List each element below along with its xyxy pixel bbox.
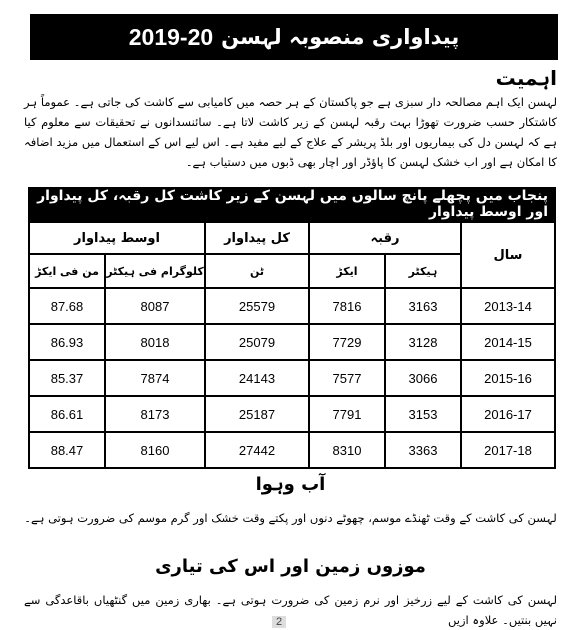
table-row bbox=[29, 360, 555, 396]
header-avg-production: اوسط پیداوار bbox=[29, 222, 205, 254]
table-header-row bbox=[29, 222, 555, 254]
table-row bbox=[29, 288, 555, 324]
cell-kg-ha: 8018 bbox=[105, 324, 205, 360]
table-caption: پنجاب میں پچھلے پانچ سالوں میں لہسن کے زیر کاشت کل رقبہ، کل پیداوار اور اوسط پیداوار bbox=[28, 187, 556, 221]
climate-paragraph: لہسن کی کاشت کے وقت ٹھنڈے موسم، چھوٹے دنوں اور پکتے وقت خشک اور گرم موسم کی ضرورت ہوتی ہے۔ bbox=[24, 511, 557, 525]
cell-ton: 24143 bbox=[205, 360, 309, 396]
cell-kg-ha: 8160 bbox=[105, 432, 205, 468]
header-maund-per-acre: من فی ایکڑ bbox=[29, 254, 105, 288]
cell-maund-acre: 87.68 bbox=[29, 288, 105, 324]
cell-maund-acre: 88.47 bbox=[29, 432, 105, 468]
header-ton: ٹن bbox=[205, 254, 309, 288]
header-hectare: ہیکٹر bbox=[385, 254, 461, 288]
cell-kg-ha: 7874 bbox=[105, 360, 205, 396]
cell-hectare: 3163 bbox=[385, 288, 461, 324]
cell-maund-acre: 86.93 bbox=[29, 324, 105, 360]
importance-heading: اہمیت bbox=[495, 66, 557, 90]
cell-hectare: 3128 bbox=[385, 324, 461, 360]
cell-year: 2015-16 bbox=[461, 360, 555, 396]
land-heading: موزوں زمین اور اس کی تیاری bbox=[155, 556, 426, 577]
cell-acre: 7577 bbox=[309, 360, 385, 396]
table-row bbox=[29, 324, 555, 360]
climate-heading: آب وہوا bbox=[255, 474, 326, 495]
title-year: 2019-20 bbox=[128, 23, 214, 50]
cell-acre: 7729 bbox=[309, 324, 385, 360]
cell-kg-ha: 8087 bbox=[105, 288, 205, 324]
cell-year: 2016-17 bbox=[461, 396, 555, 432]
header-acre: ایکڑ bbox=[309, 254, 385, 288]
header-year: سال bbox=[461, 222, 555, 288]
production-table bbox=[28, 221, 556, 469]
cell-hectare: 3066 bbox=[385, 360, 461, 396]
cell-year: 2017-18 bbox=[461, 432, 555, 468]
importance-paragraph: لہسن ایک اہم مصالحہ دار سبزی ہے جو پاکستان کے ہر حصہ میں کامیابی سے کاشت کی جاتی ہے۔ عموماً ہر کاشتکار حسب ضرورت تھوڑا بہت رقبہ لہسن کے زیر کاشت لاتا ہے۔ سائنسدانوں نے تحقیقات سے معلوم کیا ہے کہ لہسن دل کی بیماریوں اور بلڈ پریشر کے علاج کے لیے مفید ہے۔ اس لیے اس کے استعمال میں مزید اضافہ کا امکان ہے اور اب خشک لہسن کا پاؤڈر اور اچار بھی ڈبوں میں دستیاب ہے۔ bbox=[24, 95, 557, 169]
page-number: 2 bbox=[272, 616, 286, 628]
header-kg-per-hectare: کلوگرام فی ہیکٹر bbox=[105, 254, 205, 288]
cell-ton: 25187 bbox=[205, 396, 309, 432]
cell-year: 2014-15 bbox=[461, 324, 555, 360]
table-row bbox=[29, 432, 555, 468]
cell-maund-acre: 85.37 bbox=[29, 360, 105, 396]
land-paragraph: لہسن کی کاشت کے لیے زرخیز اور نرم زمین کی ضرورت ہوتی ہے۔ بھاری زمین میں گنٹھیاں باقاعدگی سے نہیں بنتیں۔ علاوہ ازیں bbox=[24, 593, 557, 627]
title-banner bbox=[30, 14, 558, 60]
header-area: رقبہ bbox=[309, 222, 461, 254]
cell-acre: 7791 bbox=[309, 396, 385, 432]
cell-maund-acre: 86.61 bbox=[29, 396, 105, 432]
cell-year: 2013-14 bbox=[461, 288, 555, 324]
title-urdu: پیداواری منصوبہ لہسن bbox=[221, 25, 460, 49]
header-total-production: کل پیداوار bbox=[205, 222, 309, 254]
cell-acre: 8310 bbox=[309, 432, 385, 468]
cell-acre: 7816 bbox=[309, 288, 385, 324]
cell-ton: 25579 bbox=[205, 288, 309, 324]
cell-kg-ha: 8173 bbox=[105, 396, 205, 432]
cell-ton: 27442 bbox=[205, 432, 309, 468]
cell-hectare: 3363 bbox=[385, 432, 461, 468]
table-row bbox=[29, 396, 555, 432]
cell-hectare: 3153 bbox=[385, 396, 461, 432]
cell-ton: 25079 bbox=[205, 324, 309, 360]
